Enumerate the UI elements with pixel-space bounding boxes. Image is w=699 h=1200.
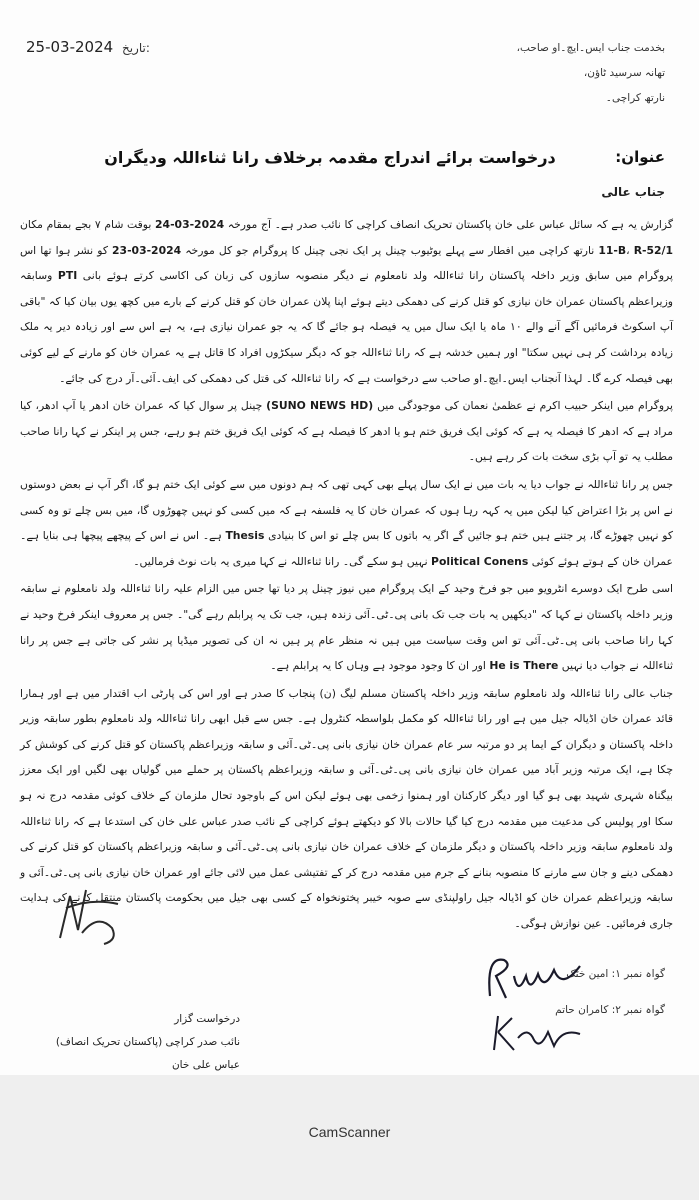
addressee-line: بخدمت جناب ایس۔ایچ۔او صاحب، bbox=[516, 42, 665, 54]
document-date bbox=[26, 38, 150, 56]
addressee-block bbox=[435, 36, 665, 111]
text-run: پروگرام میں اینکر حبیب اکرم نے عظمیٰ نعمان کی موجودگی میں bbox=[377, 399, 674, 413]
channel-name: (SUNO NEWS HD) bbox=[266, 399, 374, 413]
paragraph-5 bbox=[20, 681, 673, 937]
paragraph-1 bbox=[20, 212, 673, 391]
address-code: 11-B bbox=[598, 243, 627, 257]
text-run: کو نشر ہوا تھا اس پروگرام میں سابق وزیر داخلہ پاکستان رانا ثناءاللہ ولد نامعلوم نے دیگر منصوبہ سازوں کی زبان کی اکاسی کرتے ہوئے بانی bbox=[20, 243, 673, 283]
text-run: اور ان کا وجود موجود ہے وہاں کا یہ پرابلم ہے۔ bbox=[270, 659, 486, 673]
text-run: ہے۔ اس نے اس کے پیچھے پیچھا ہی بنایا ہے۔ عمران خان کے ہوتے ہوئے کوئی bbox=[20, 529, 673, 568]
text-run: ، bbox=[626, 243, 630, 257]
text-run: اسی طرح ایک دوسرے انٹرویو میں جو فرخ وحید کے ایک پروگرام میں نیوز چینل پر دیا تھا جس میں الزام علیہ رانا ثناءاللہ ولد نامعلوم نے سابقہ وزیر داخلہ پاکستان نے کہا کہ "دیکھیں یہ بات جب تک بانی پی۔ٹی۔آئی زندہ ہیں، جب تک یہ پرابلم رہے گی"۔ جس پر معروف اینکر فرخ وحید نے کہا رانا صاحب بانی پی۔ٹی۔آئی تو اس وقت سیاست میں ہیں نہ منظر عام پر ہیں نہ ان کی تصویر میڈیا پر نشر کی جاتی ہے جس پر رانا ثناءاللہ نے جواب دیا نہیں bbox=[20, 582, 673, 673]
text-run: گزارش یہ ہے کہ سائل عباس علی خان پاکستان تحریک انصاف کراچی کا نائب صدر ہے۔ آج مورخہ bbox=[227, 218, 674, 231]
salutation: جناب عالی bbox=[601, 185, 665, 199]
subject-heading: درخواست برائے اندراج مقدمہ برخلاف رانا ثناءاللہ ودیگران bbox=[104, 148, 556, 167]
text-run: چینل پر سوال کیا کہ عمران خان ادھر یا آپ ادھر، کیا مراد ہے کہ ادھر کا فیصلہ یہ ہے کہ کوئی ایک فریق ختم ہو یا ادھر کا فیصلہ ہے کہ کوئی ایک فریق ختم ہو رہے، جس پر اینکر نے کہا رانا صاحب مطلب یہ تو آپ بڑی سخت بات کر رہے ہیں۔ bbox=[20, 399, 673, 464]
date-label: تاریخ: bbox=[121, 41, 150, 55]
scanner-footer bbox=[0, 1075, 699, 1200]
paragraph-4 bbox=[20, 576, 673, 678]
camscanner-label: CamScanner bbox=[308, 1124, 391, 1140]
addressee-line: نارتھ کراچی۔ bbox=[605, 92, 665, 104]
witness-1: گواہ نمبر ۱: امین خٹک bbox=[566, 968, 665, 980]
petitioner-name: عباس علی خان bbox=[171, 1059, 240, 1071]
date-reference: 24-03-2024 bbox=[155, 218, 225, 231]
english-term: Thesis bbox=[225, 529, 265, 543]
petitioner-title: نائب صدر کراچی (پاکستان تحریک انصاف) bbox=[55, 1036, 240, 1048]
paragraph-2 bbox=[20, 393, 673, 470]
text-run: بوقت شام ۷ بجے بمقام مکان bbox=[20, 218, 152, 231]
petitioner-label: درخواست گزار bbox=[174, 1013, 240, 1025]
application-body bbox=[20, 212, 673, 939]
english-term: Political Conens bbox=[431, 554, 529, 568]
subject-label: عنوان: bbox=[615, 148, 665, 166]
witness-block bbox=[425, 956, 665, 1028]
petitioner-block bbox=[40, 1008, 240, 1075]
english-quote: He is There bbox=[489, 659, 559, 673]
text-run: نہیں ہو سکے گی۔ رانا ثناءاللہ نے کہا میری یہ بات نوٹ فرمالیں۔ bbox=[133, 554, 428, 568]
text-run: وسابقہ وزیراعظم پاکستان عمران خان نیازی کو قتل کرنے کی دھمکی دیتے ہوئے اپنا پلان عمران خان کو قتل کرنے کے بارے میں کچھ یوں بیان کیا کہ "باقی آپ اسکوٹ فرمائیں آگے آنے والے ۱۰ ماہ یا ایک سال میں یہ فیصلہ ہو جائے گا کہ یہ جو عمران نیازی ہے، یہ ہے اس سے اور زیادہ دیر یہ ملک زیادہ برداشت کر ہی نہیں سکتا" اور ہمیں خدشہ ہے کہ رانا ثناءاللہ جو کہ دیگر سیکڑوں افراد کا قاتل ہے یہ عمران خان کو مارنے کے لیے کوئی بھی فیصلہ کرے گا۔ لہذا آنجناب ایس۔ایچ۔او صاحب سے درخواست ہے کہ رانا ثناءاللہ کی قتل کی دھمکی کی ایف۔آئی۔آر درج کی جائے۔ bbox=[20, 269, 674, 385]
text-run: جس پر رانا ثناءاللہ نے جواب دیا یہ بات میں نے ایک سال پہلے بھی کہی تھی کہ ہم دونوں میں سے کوئی ایک ختم ہو گا، اگر آپ نے بعض دوستوں نے اس پر بڑا اعتراض کیا لیکن میں یہ کہہ رہا ہوں کہ عمران خان کا یہ فلسفہ ہے کہ میں کسی کو نہیں چھوڑوں گا، میں بس چلے تو وہ کسی کو نہیں چھوڑے گا، پر جتنے ہیں ختم ہو جائیں گے اگر یہ باتوں کا بس چلے تو اس کا بنیادی bbox=[20, 477, 673, 543]
addressee-line: تھانہ سرسید ٹاؤن، bbox=[583, 67, 665, 79]
date-value: 25-03-2024 bbox=[26, 38, 114, 56]
witness-2: گواہ نمبر ۲: کامران حاتم bbox=[555, 1004, 665, 1016]
party-acronym: PTI bbox=[57, 269, 78, 283]
text-run: نارتھ کراچی میں افطار سے پہلے یوٹیوب چینل پر ایک نجی چینل کا پروگرام جو کل مورخہ bbox=[185, 243, 595, 257]
address-code: R-52/1 bbox=[633, 243, 673, 257]
date-reference: 23-03-2024 bbox=[112, 243, 182, 257]
paragraph-3 bbox=[20, 472, 673, 574]
text-run: جناب عالی رانا ثناءاللہ ولد نامعلوم سابقہ وزیر داخلہ پاکستان مسلم لیگ (ن) پنجاب کا صدر ہے اور اس کی پارٹی اب اقتدار میں ہے اور ہمارا قائد عمران خان اڈیالہ جیل میں ہے اور رانا ثناءاللہ کو مکمل بلواسطہ کنٹرول ہے۔ جس سے قبل ابھی رانا ثناءاللہ ولد نامعلوم بطور سابقہ وزیر داخلہ پاکستان و دیگران کے ایما پر دو مرتبہ سر عام عمران خان نیازی بانی پی۔ٹی۔آئی و سابقہ وزیراعظم پاکستان کو قتل کرنے کی کوشش کر چکا ہے، ایک مرتبہ وزیر آباد میں عمران خان نیازی بانی پی۔ٹی۔آئی و سابقہ وزیراعظم پاکستان پر حملے میں گولیاں بھی لگیں اور ایک معزز بیگناہ شہری شہید بھی ہو گیا اور دیگر کارکنان اور ہمنوا زخمی بھی ہوئے لیکن اس کے باوجود تحال ملزمان کے خلاف کوئی مقدمہ درج نہ ہو سکا اور پولیس کی مدعیت میں مقدمہ درج کیا گیا حالات بالا کو دیکھتے ہوئے کراچی کے نائب صدر عباس علی خان کی استدعا ہے کہ رانا ثناءاللہ ولد نامعلوم سابقہ وزیر داخلہ پاکستان و دیگر ملزمان کے خلاف عمران خان نیازی بانی پی۔ٹی۔آئی و سابقہ وزیراعظم پاکستان کو قتل کرنے کی دھمکی دینے و جان سے مارنے کا منصوبہ بنانے کے جرم میں مقدمہ درج کر کے تفتیشی عمل میں لائی جائے اور عمران خان نیازی بانی پی۔ٹی۔آئی و سابقہ وزیراعظم عمران خان کو اڈیالہ جیل راولپنڈی سے صوبہ خیبر پختونخواہ کے کسی بھی جیل میں بحکومت پاکستان منتقل کرنے کی ہدایت جاری فرمائیں۔ عین نوازش ہوگی۔ bbox=[20, 686, 673, 931]
